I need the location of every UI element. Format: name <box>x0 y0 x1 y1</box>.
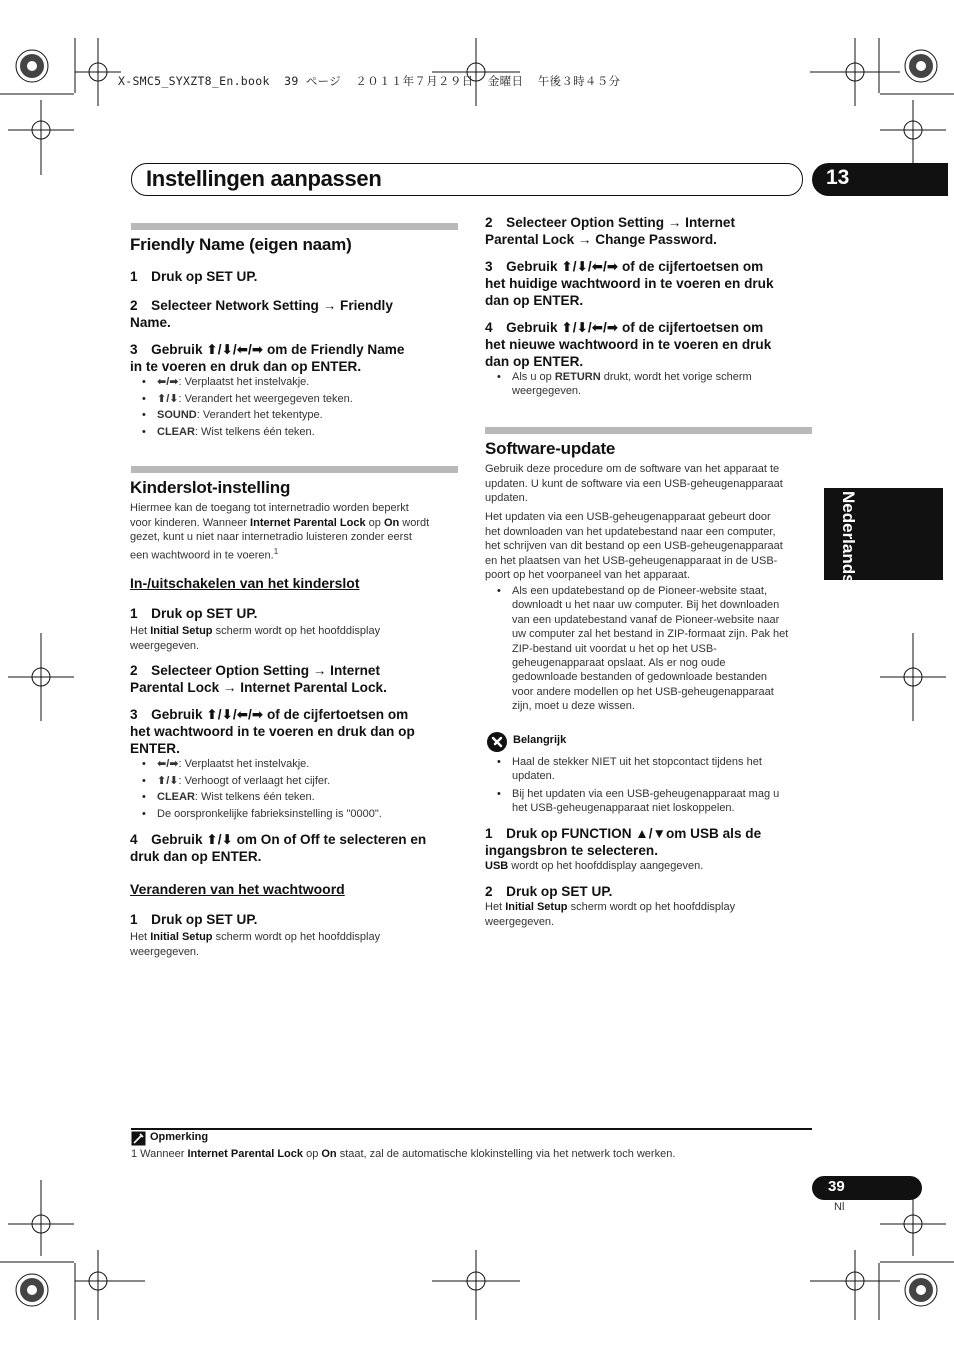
update-step-1-body <box>485 859 703 874</box>
text-line: • Als een updatebestand op de Pioneer-website staat, <box>512 585 768 597</box>
text: staat, zal de automatische klokinstelling via het netwerk toch werken. <box>336 1148 676 1160</box>
text-line: • Haal de stekker NIET uit het stopcontact tijdens het <box>512 756 762 768</box>
list-item <box>130 407 460 424</box>
password-step-4 <box>485 319 771 370</box>
text: wordt op het hoofddisplay aangegeven. <box>508 860 704 872</box>
software-update-heading: Software-update <box>485 439 616 458</box>
text: Het <box>130 931 151 943</box>
important-label: Belangrijk <box>513 734 567 746</box>
step-line: druk dan op ENTER. <box>130 849 262 864</box>
password-step-1-body <box>130 930 380 959</box>
step-line: 3 Gebruik ⬆/⬇/⬅/➡ of de cijfertoetsen om <box>485 259 764 274</box>
text: scherm wordt op het hoofddisplay <box>567 901 736 913</box>
text: Het <box>485 901 506 913</box>
intro-line <box>130 545 460 563</box>
bullet-text: : Verhoogt of verlaagt het cijfer. <box>178 774 331 787</box>
text: weergegeven. <box>130 639 200 652</box>
text: Het <box>130 625 151 637</box>
step-line: 1 Druk op FUNCTION ▲/▼om USB als de <box>485 826 762 841</box>
language-tab-label: Nederlands <box>839 491 858 584</box>
term: Initial Setup <box>505 901 568 913</box>
step-line: 4 Gebruik ⬆/⬇ om On of Off te selecteren en <box>130 832 427 847</box>
text-line: en het plaatsen van het USB-geheugenapparaat in de USB- <box>485 554 778 567</box>
intro-line <box>130 516 460 531</box>
list-item <box>130 773 460 790</box>
text-line: het USB-geheugenapparaat niet loskoppelen. <box>512 802 735 815</box>
language-side-tab <box>824 488 943 584</box>
list-item <box>130 789 460 806</box>
important-icon <box>486 731 508 753</box>
text-line: updaten. U kunt de software via een USB-geheugenapparaat <box>485 477 783 490</box>
term: USB <box>485 860 509 872</box>
friendly-step-3-line-2: in te voeren en druk dan op ENTER. <box>130 359 362 374</box>
text-line: poort op het voorpaneel van het apparaat. <box>485 569 690 582</box>
step-line: het huidige wachtwoord in te voeren en druk <box>485 276 774 291</box>
software-bullets <box>485 584 815 714</box>
list-item <box>485 787 815 816</box>
text: een wachtwoord in te voeren. <box>130 549 274 562</box>
intro-line: gezet, kunt u niet naar internetradio luisteren zonder eerst <box>130 531 412 544</box>
text-line: van een updatebestand vanaf de Pioneer-website naar <box>512 613 780 626</box>
print-header-line: X-SMC5_SYXZT8_En.book 39 ページ ２０１１年７月２９日 金曜日 午後３時４５分 <box>118 74 621 88</box>
term: Internet Parental Lock <box>250 516 366 529</box>
step-line: Parental Lock → Change Password. <box>485 232 717 247</box>
step-line: dan op ENTER. <box>485 354 584 369</box>
kinderslot-heading: Kinderslot-instelling <box>130 478 291 497</box>
text-line: downloadt u het naar uw computer. Bij het downloaden <box>512 599 780 612</box>
friendly-step-2-line-2: Name. <box>130 315 171 330</box>
chapter-number-tab <box>812 163 948 196</box>
change-password-subheading: Veranderen van het wachtwoord <box>130 881 345 897</box>
key-label: ⬅/➡ <box>157 376 179 388</box>
friendly-step-1: 1 Druk op SET UP. <box>130 269 258 284</box>
key-label: RETURN <box>554 371 601 383</box>
text-line: geheugenapparaat opslaat. Als er nog oude <box>512 657 726 670</box>
term: Initial Setup <box>150 625 213 637</box>
friendly-step-3-line-1: 3 Gebruik ⬆/⬇/⬅/➡ om de Friendly Name <box>130 342 405 357</box>
key-label: CLEAR <box>157 425 195 438</box>
kinderslot-intro <box>130 501 460 563</box>
key-label: ⬆/⬇ <box>157 392 179 405</box>
text-line: Het updaten via een USB-geheugenapparaat gebeurt door <box>485 511 771 523</box>
chapter-number: 13 <box>826 166 850 189</box>
text: wordt <box>399 516 430 529</box>
text: Als u op <box>512 371 555 383</box>
password-step-1: 1 Druk op SET UP. <box>130 912 258 927</box>
text: 1 Wanneer <box>131 1148 188 1160</box>
list-item <box>130 391 460 408</box>
step-line: 3 Gebruik ⬆/⬇/⬅/➡ of de cijfertoetsen om <box>130 707 409 722</box>
kinder-step-3-bullets <box>130 756 460 822</box>
password-step-2 <box>485 214 735 248</box>
term: On <box>321 1148 337 1160</box>
text: weergegeven. <box>512 385 582 398</box>
list-item <box>485 584 815 714</box>
bullet-text: : Wist telkens één teken. <box>194 425 315 438</box>
step-line: Parental Lock → Internet Parental Lock. <box>130 680 387 695</box>
step-line: 2 Selecteer Option Setting → Internet <box>130 663 381 678</box>
list-item <box>130 806 460 823</box>
text-line: zijn, moet u deze wissen. <box>512 700 635 713</box>
list-item <box>130 756 460 773</box>
step-line: het nieuwe wachtwoord in te voeren en druk <box>485 337 772 352</box>
step-line: ENTER. <box>130 741 180 756</box>
step-line: 4 Gebruik ⬆/⬇/⬅/➡ of de cijfertoetsen om <box>485 320 764 335</box>
text: voor kinderen. Wanneer <box>130 516 251 529</box>
text: drukt, wordt het vorige scherm <box>600 371 752 383</box>
page-number-badge <box>812 1176 922 1200</box>
key-label: SOUND <box>157 409 197 421</box>
kinder-step-1: 1 Druk op SET UP. <box>130 606 258 621</box>
friendly-bullet-list <box>130 374 460 440</box>
text: op <box>365 516 384 529</box>
update-step-2: 2 Druk op SET UP. <box>485 884 613 899</box>
list-item <box>130 424 460 441</box>
footnote-divider <box>131 1128 812 1130</box>
key-label: CLEAR <box>157 791 195 803</box>
bullet-text: : Verandert het weergegeven teken. <box>178 392 353 405</box>
kinder-step-4 <box>130 831 426 865</box>
bullet-text: : Verplaatst het instelvakje. <box>178 758 310 770</box>
friendly-step-2 <box>130 297 393 331</box>
friendly-step-3 <box>130 341 404 375</box>
note-icon <box>131 1131 146 1146</box>
update-step-1 <box>485 825 761 859</box>
text-line: voor andere modellen op het USB-geheugenapparaat <box>512 685 774 698</box>
step-line: ingangsbron te selecteren. <box>485 843 658 858</box>
text-line: het schrijven van dit bestand op een USB-geheugenapparaat <box>485 540 783 553</box>
list-item <box>485 370 815 399</box>
text-line: ZIP-bestand uit voordat u het op het USB- <box>512 642 717 655</box>
text: scherm wordt op het hoofddisplay <box>212 931 381 943</box>
footnote-ref[interactable]: 1 <box>273 546 279 556</box>
text: weergegeven. <box>130 945 200 958</box>
kinderslot-toggle-subheading: In-/uitschakelen van het kinderslot <box>130 575 360 591</box>
bullet-text: : Verplaatst het instelvakje. <box>178 376 310 388</box>
bullet-text: De oorspronkelijke fabrieksinstelling is "0000". <box>157 807 382 820</box>
text-line: updaten. <box>512 770 555 783</box>
update-step-2-body <box>485 900 735 929</box>
step-line: dan op ENTER. <box>485 293 584 308</box>
friendly-step-2-line-1: 2 Selecteer Network Setting → Friendly <box>130 298 393 313</box>
page-number: 39 <box>828 1178 845 1195</box>
kinder-step-3 <box>130 706 415 757</box>
important-bullets <box>485 755 815 819</box>
password-step-4-bullets <box>485 370 815 402</box>
password-step-3 <box>485 258 774 309</box>
bullet-text: : Wist telkens één teken. <box>194 791 315 803</box>
language-code: Nl <box>834 1201 845 1213</box>
bullet-text: : Verandert het tekentype. <box>196 409 323 421</box>
section-divider <box>485 427 812 434</box>
step-line: 2 Selecteer Option Setting → Internet <box>485 215 736 230</box>
text-line: Gebruik deze procedure om de software van het apparaat te <box>485 463 780 475</box>
note-label: Opmerking <box>150 1131 209 1143</box>
kinder-step-1-body <box>130 624 380 653</box>
text-line: updaten. <box>485 492 528 505</box>
text-line: • Bij het updaten via een USB-geheugenapparaat mag u <box>512 787 780 800</box>
section-divider <box>131 466 458 473</box>
term: Internet Parental Lock <box>187 1148 304 1160</box>
term: Initial Setup <box>150 931 213 943</box>
text: scherm wordt op het hoofddisplay <box>212 625 381 637</box>
friendly-name-heading: Friendly Name (eigen naam) <box>130 235 352 254</box>
text-line: gedownloade bestanden of gedownloade bestanden <box>512 671 768 684</box>
software-paragraph-1 <box>485 462 815 506</box>
text-line: het downloaden van het updatebestand naar een computer, <box>485 525 776 538</box>
text: weergegeven. <box>485 915 555 928</box>
footnote-text <box>131 1147 675 1162</box>
text: op <box>303 1148 322 1160</box>
section-divider <box>131 223 458 230</box>
text-line: uw computer zal het bestand in ZIP-formaat zijn. Pak het <box>512 628 789 641</box>
term: On <box>383 516 400 529</box>
key-label: ⬅/➡ <box>157 758 179 770</box>
key-label: ⬆/⬇ <box>157 774 179 787</box>
list-item <box>130 374 460 391</box>
software-paragraph-2 <box>485 510 815 583</box>
list-item <box>485 755 815 784</box>
step-line: het wachtwoord in te voeren en druk dan op <box>130 724 415 739</box>
chapter-title: Instellingen aanpassen <box>146 166 382 191</box>
kinder-step-2 <box>130 662 387 696</box>
intro-line: Hiermee kan de toegang tot internetradio worden beperkt <box>130 502 409 514</box>
